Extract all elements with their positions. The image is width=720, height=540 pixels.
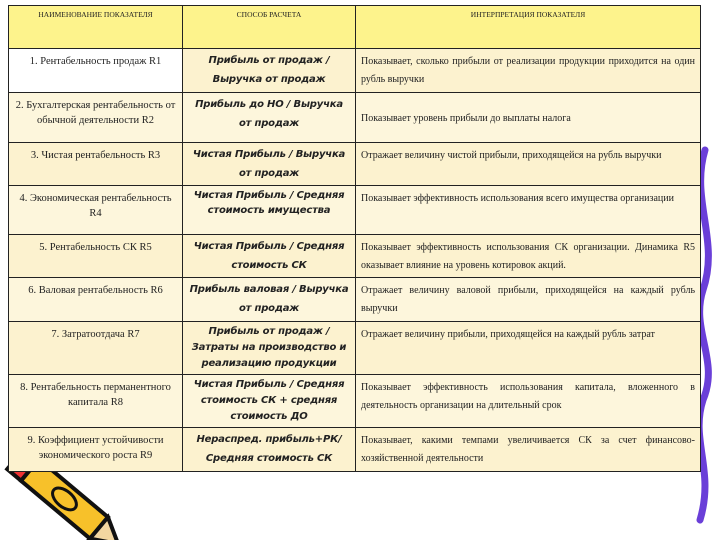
table-row [9, 322, 701, 375]
indicator-interpretation: Отражает величину чистой прибыли, приходящейся на рубль выручки [356, 143, 701, 186]
indicator-interpretation: Показывает, какими темпами увеличивается СК за счет финансово-хозяйственной деятельности [356, 428, 701, 472]
indicator-interpretation: Отражает величину прибыли, приходящейся на каждый рубль затрат [356, 322, 701, 375]
indicator-interpretation: Показывает уровень прибыли до выплаты налога [356, 93, 701, 143]
indicator-name: 8. Рентабельность перманентного капитала R8 [9, 375, 183, 428]
table-row [9, 235, 701, 278]
indicator-formula: Прибыль от продаж / Выручка от продаж [183, 49, 356, 93]
table-row [9, 143, 701, 186]
indicator-name: 7. Затратоотдача R7 [9, 322, 183, 375]
indicator-name: 9. Коэффициент устойчивости экономического роста R9 [9, 428, 183, 472]
header-name: НАИМЕНОВАНИЕ ПОКАЗАТЕЛЯ [9, 6, 183, 49]
indicator-formula: Чистая Прибыль / Средняя стоимость СК + средняя стоимость ДО [183, 375, 356, 428]
indicator-name: 2. Бухгалтерская рентабельность от обычной деятельности R2 [9, 93, 183, 143]
indicator-formula: Чистая Прибыль / Выручка от продаж [183, 143, 356, 186]
indicator-formula: Прибыль от продаж / Затраты на производство и реализацию продукции [183, 322, 356, 375]
indicator-interpretation: Показывает эффективность использования СК организации. Динамика R5 оказывает влияние на уровень котировок акций. [356, 235, 701, 278]
indicator-formula: Прибыль до НО / Выручка от продаж [183, 93, 356, 143]
indicator-name: 1. Рентабельность продаж R1 [9, 49, 183, 93]
table-row [9, 375, 701, 428]
indicator-formula: Чистая Прибыль / Средняя стоимость СК [183, 235, 356, 278]
indicator-formula: Прибыль валовая / Выручка от продаж [183, 278, 356, 322]
indicator-name: 6. Валовая рентабельность R6 [9, 278, 183, 322]
indicator-formula: Нераспред. прибыль+РК/ Средняя стоимость СК [183, 428, 356, 472]
indicator-formula: Чистая Прибыль / Средняя стоимость имущества [183, 186, 356, 235]
table-row [9, 49, 701, 93]
indicator-interpretation: Показывает, сколько прибыли от реализации продукции приходится на один рубль выручки [356, 49, 701, 93]
table-row [9, 278, 701, 322]
indicator-interpretation: Показывает эффективность использования всего имущества организации [356, 186, 701, 235]
indicator-name: 3. Чистая рентабельность R3 [9, 143, 183, 186]
header-interpretation: ИНТЕРПРЕТАЦИЯ ПОКАЗАТЕЛЯ [356, 6, 701, 49]
indicator-name: 5. Рентабельность СК R5 [9, 235, 183, 278]
table-row [9, 186, 701, 235]
table-row [9, 93, 701, 143]
indicator-interpretation: Отражает величину валовой прибыли, приходящейся на каждый рубль выручки [356, 278, 701, 322]
profitability-indicators-table [8, 5, 701, 472]
header-formula: СПОСОБ РАСЧЕТА [183, 6, 356, 49]
table-row [9, 428, 701, 472]
indicator-name: 4. Экономическая рентабельность R4 [9, 186, 183, 235]
indicator-interpretation: Показывает эффективность использования капитала, вложенного в деятельность организации на длительный срок [356, 375, 701, 428]
table-header-row [9, 6, 701, 49]
